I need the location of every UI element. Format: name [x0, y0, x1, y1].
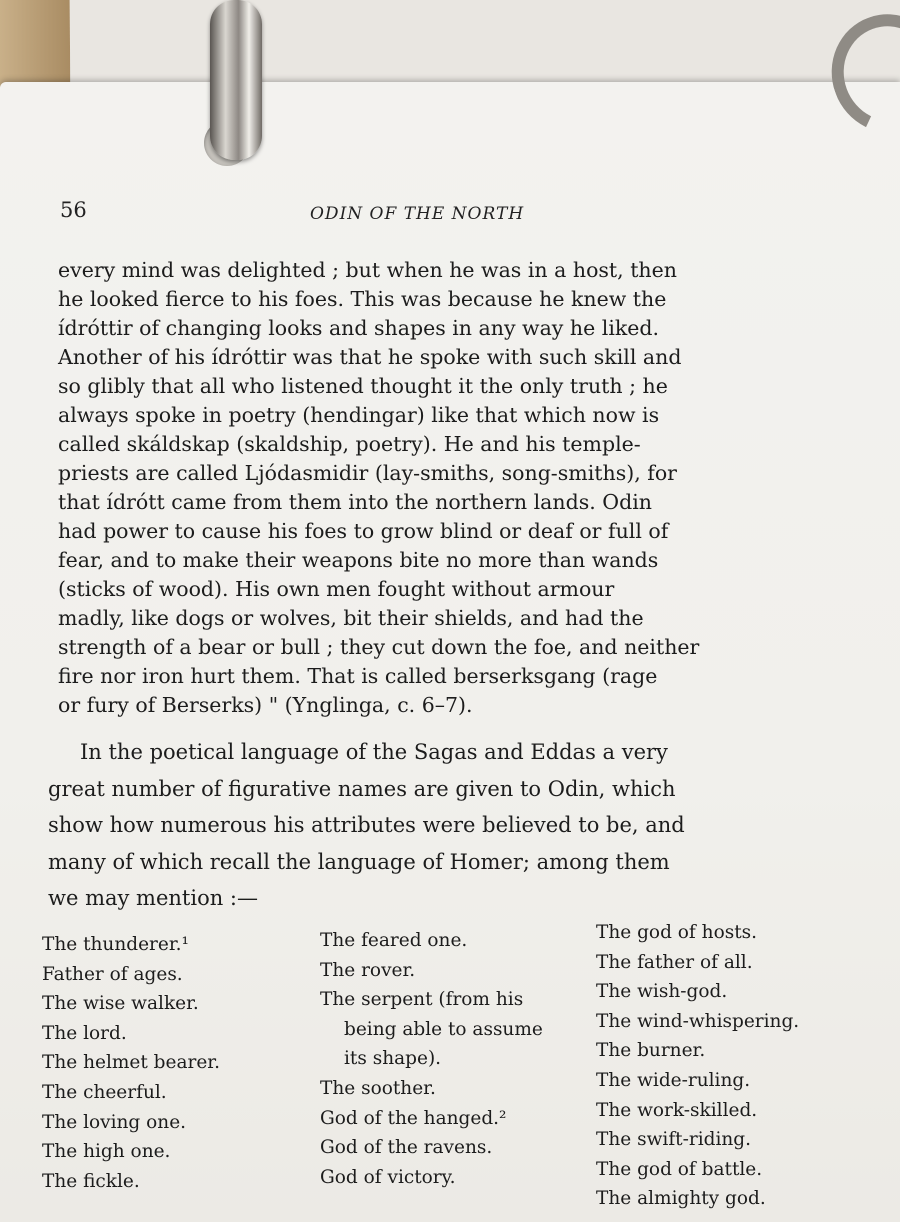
list-item: The god of hosts. [596, 922, 758, 943]
list-item: God of the ravens. [320, 1137, 493, 1159]
list-item: The high one. [42, 1141, 171, 1163]
list-item: The almighty god. [596, 1188, 766, 1210]
list-item: The rover. [320, 959, 416, 981]
list-item: God of victory. [320, 1166, 456, 1188]
list-item: The swift-riding. [596, 1129, 752, 1151]
text-line: In the poetical language of the Sagas and Eddas a very [80, 740, 668, 764]
list-item: The work-skilled. [596, 1099, 758, 1121]
names-column-3 [596, 918, 799, 1214]
names-column-1 [42, 930, 220, 1196]
text-line: madly, like dogs or wolves, bit their shields, and had the [58, 606, 644, 630]
names-column-2 [320, 926, 543, 1192]
text-line: strength of a bear or bull ; they cut down the foe, and neither [58, 635, 700, 659]
list-item: The serpent (from his [320, 989, 524, 1011]
text-line: that ídrótt came from them into the northern lands. Odin [58, 490, 652, 514]
text-line: many of which recall the language of Homer; among them [48, 849, 670, 874]
text-line: priests are called Ljódasmidir (lay-smiths, song-smiths), for [58, 461, 677, 485]
text-line: called skáldskap (skaldship, poetry). He and his temple- [58, 432, 641, 456]
wood-surface [0, 0, 70, 90]
list-item: The cheerful. [42, 1081, 167, 1103]
text-line: so glibly that all who listened thought it the only truth ; he [58, 374, 668, 398]
text-line: fire nor iron hurt them. That is called berserksgang (rage [58, 664, 658, 688]
binder-ring [210, 0, 262, 160]
list-item: being able to assume [344, 1018, 543, 1040]
list-item: The wise walker. [42, 993, 199, 1015]
list-item: The loving one. [42, 1111, 187, 1133]
paragraph-intro [48, 734, 828, 917]
running-title: ODIN OF THE NORTH [310, 204, 525, 224]
text-line: fear, and to make their weapons bite no more than wands [58, 548, 659, 572]
list-item: The father of all. [596, 951, 753, 973]
text-line: he looked fierce to his foes. This was because he knew the [58, 287, 667, 311]
list-item: The lord. [42, 1022, 127, 1044]
list-item: God of the hanged.² [320, 1107, 507, 1129]
text-line: or fury of Berserks) " (Ynglinga, c. 6–7). [58, 693, 473, 717]
list-item: Father of ages. [42, 963, 183, 985]
text-line: every mind was delighted ; but when he was in a host, then [58, 258, 677, 282]
text-line: great number of figurative names are given to Odin, which [48, 776, 676, 801]
list-item: The thunderer.¹ [42, 934, 189, 955]
text-line: ídróttir of changing looks and shapes in any way he liked. [58, 316, 660, 340]
list-item: The wide-ruling. [596, 1069, 751, 1091]
list-item: The fickle. [42, 1170, 140, 1192]
list-item: The feared one. [320, 930, 468, 951]
list-item: The wish-god. [596, 981, 728, 1003]
text-line: we may mention :— [48, 886, 258, 910]
page-number: 56 [60, 198, 87, 222]
list-item: The burner. [596, 1040, 706, 1062]
list-item: The helmet bearer. [42, 1052, 220, 1074]
text-line: had power to cause his foes to grow blind or deaf or full of [58, 519, 669, 543]
text-line: (sticks of wood). His own men fought without armour [58, 577, 615, 601]
text-line: always spoke in poetry (hendingar) like that which now is [58, 403, 660, 427]
list-item: The soother. [320, 1077, 436, 1099]
paragraph-quote [58, 256, 818, 720]
page-header [60, 198, 840, 238]
text-line: show how numerous his attributes were believed to be, and [48, 813, 685, 837]
list-item: its shape). [344, 1048, 442, 1070]
list-item: The wind-whispering. [596, 1010, 800, 1032]
list-item: The god of battle. [596, 1158, 763, 1180]
text-line: Another of his ídróttir was that he spoke with such skill and [58, 345, 682, 369]
